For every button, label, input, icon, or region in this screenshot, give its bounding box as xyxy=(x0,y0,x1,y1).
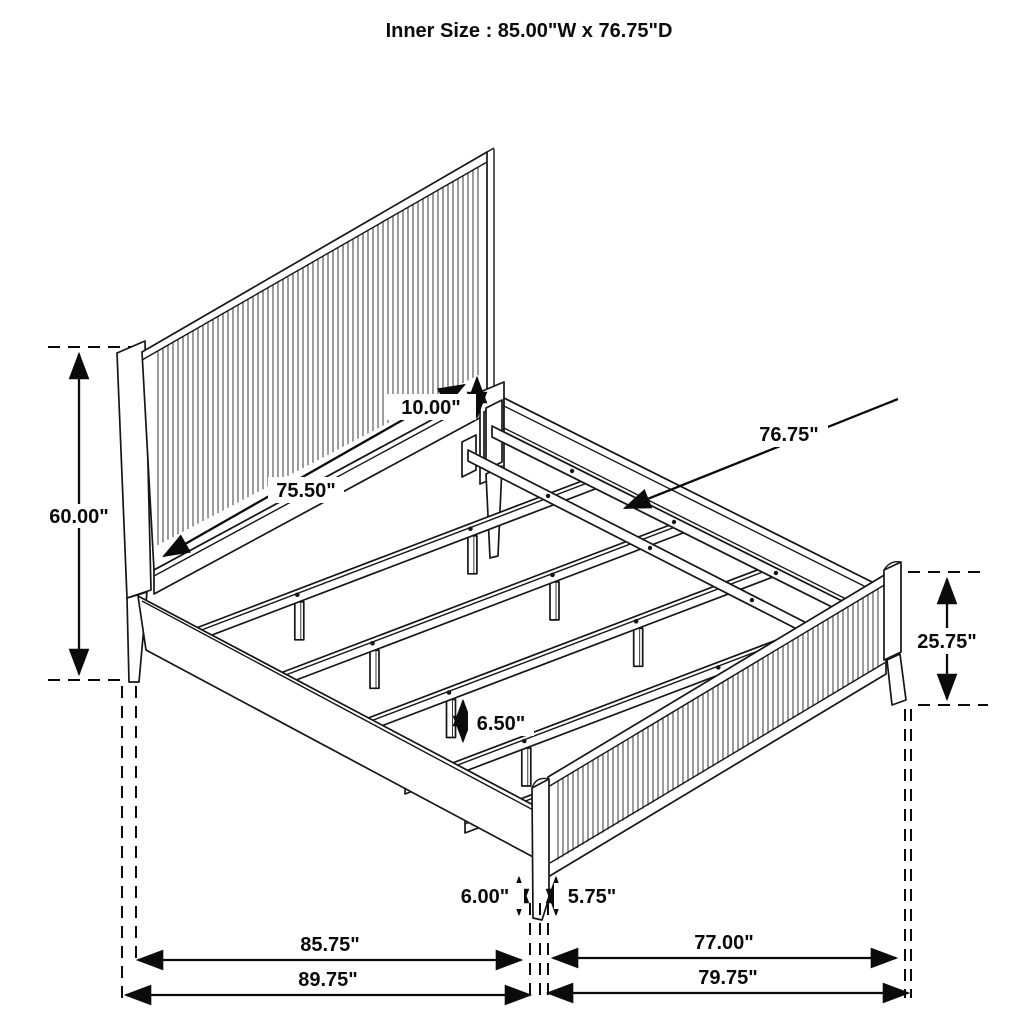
footboard-panel xyxy=(548,574,886,877)
dim-overall-width-label: 89.75" xyxy=(298,969,358,991)
dim-slat-leg-label: 6.50" xyxy=(476,713,526,735)
footboard-right-post xyxy=(884,562,901,660)
diagram-title: Inner Size : 85.00"W x 76.75"D xyxy=(385,20,673,42)
dim-overall-depth-label: 79.75" xyxy=(698,967,758,989)
dim-headboard-span-label: 85.75" xyxy=(300,934,360,956)
dim-inner-width-label: 75.50" xyxy=(276,480,336,502)
footboard-left-post xyxy=(532,779,549,920)
dim-slat-rail-label: 76.75" xyxy=(759,424,819,446)
dim-headboard-height-label: 60.00" xyxy=(49,506,109,528)
dim-footboard-leg-label: 5.75" xyxy=(567,886,617,908)
dim-rail-height-label: 10.00" xyxy=(401,397,461,419)
dim-side-depth-label: 77.00" xyxy=(694,932,754,954)
dim-footboard-height-label: 25.75" xyxy=(917,631,977,653)
headboard-cap-corner xyxy=(487,148,494,152)
dim-slat-rail-leader xyxy=(625,399,898,508)
dim-front-leg-label: 6.00" xyxy=(460,886,510,908)
footboard xyxy=(532,562,906,920)
footboard-right-leg xyxy=(887,654,906,705)
